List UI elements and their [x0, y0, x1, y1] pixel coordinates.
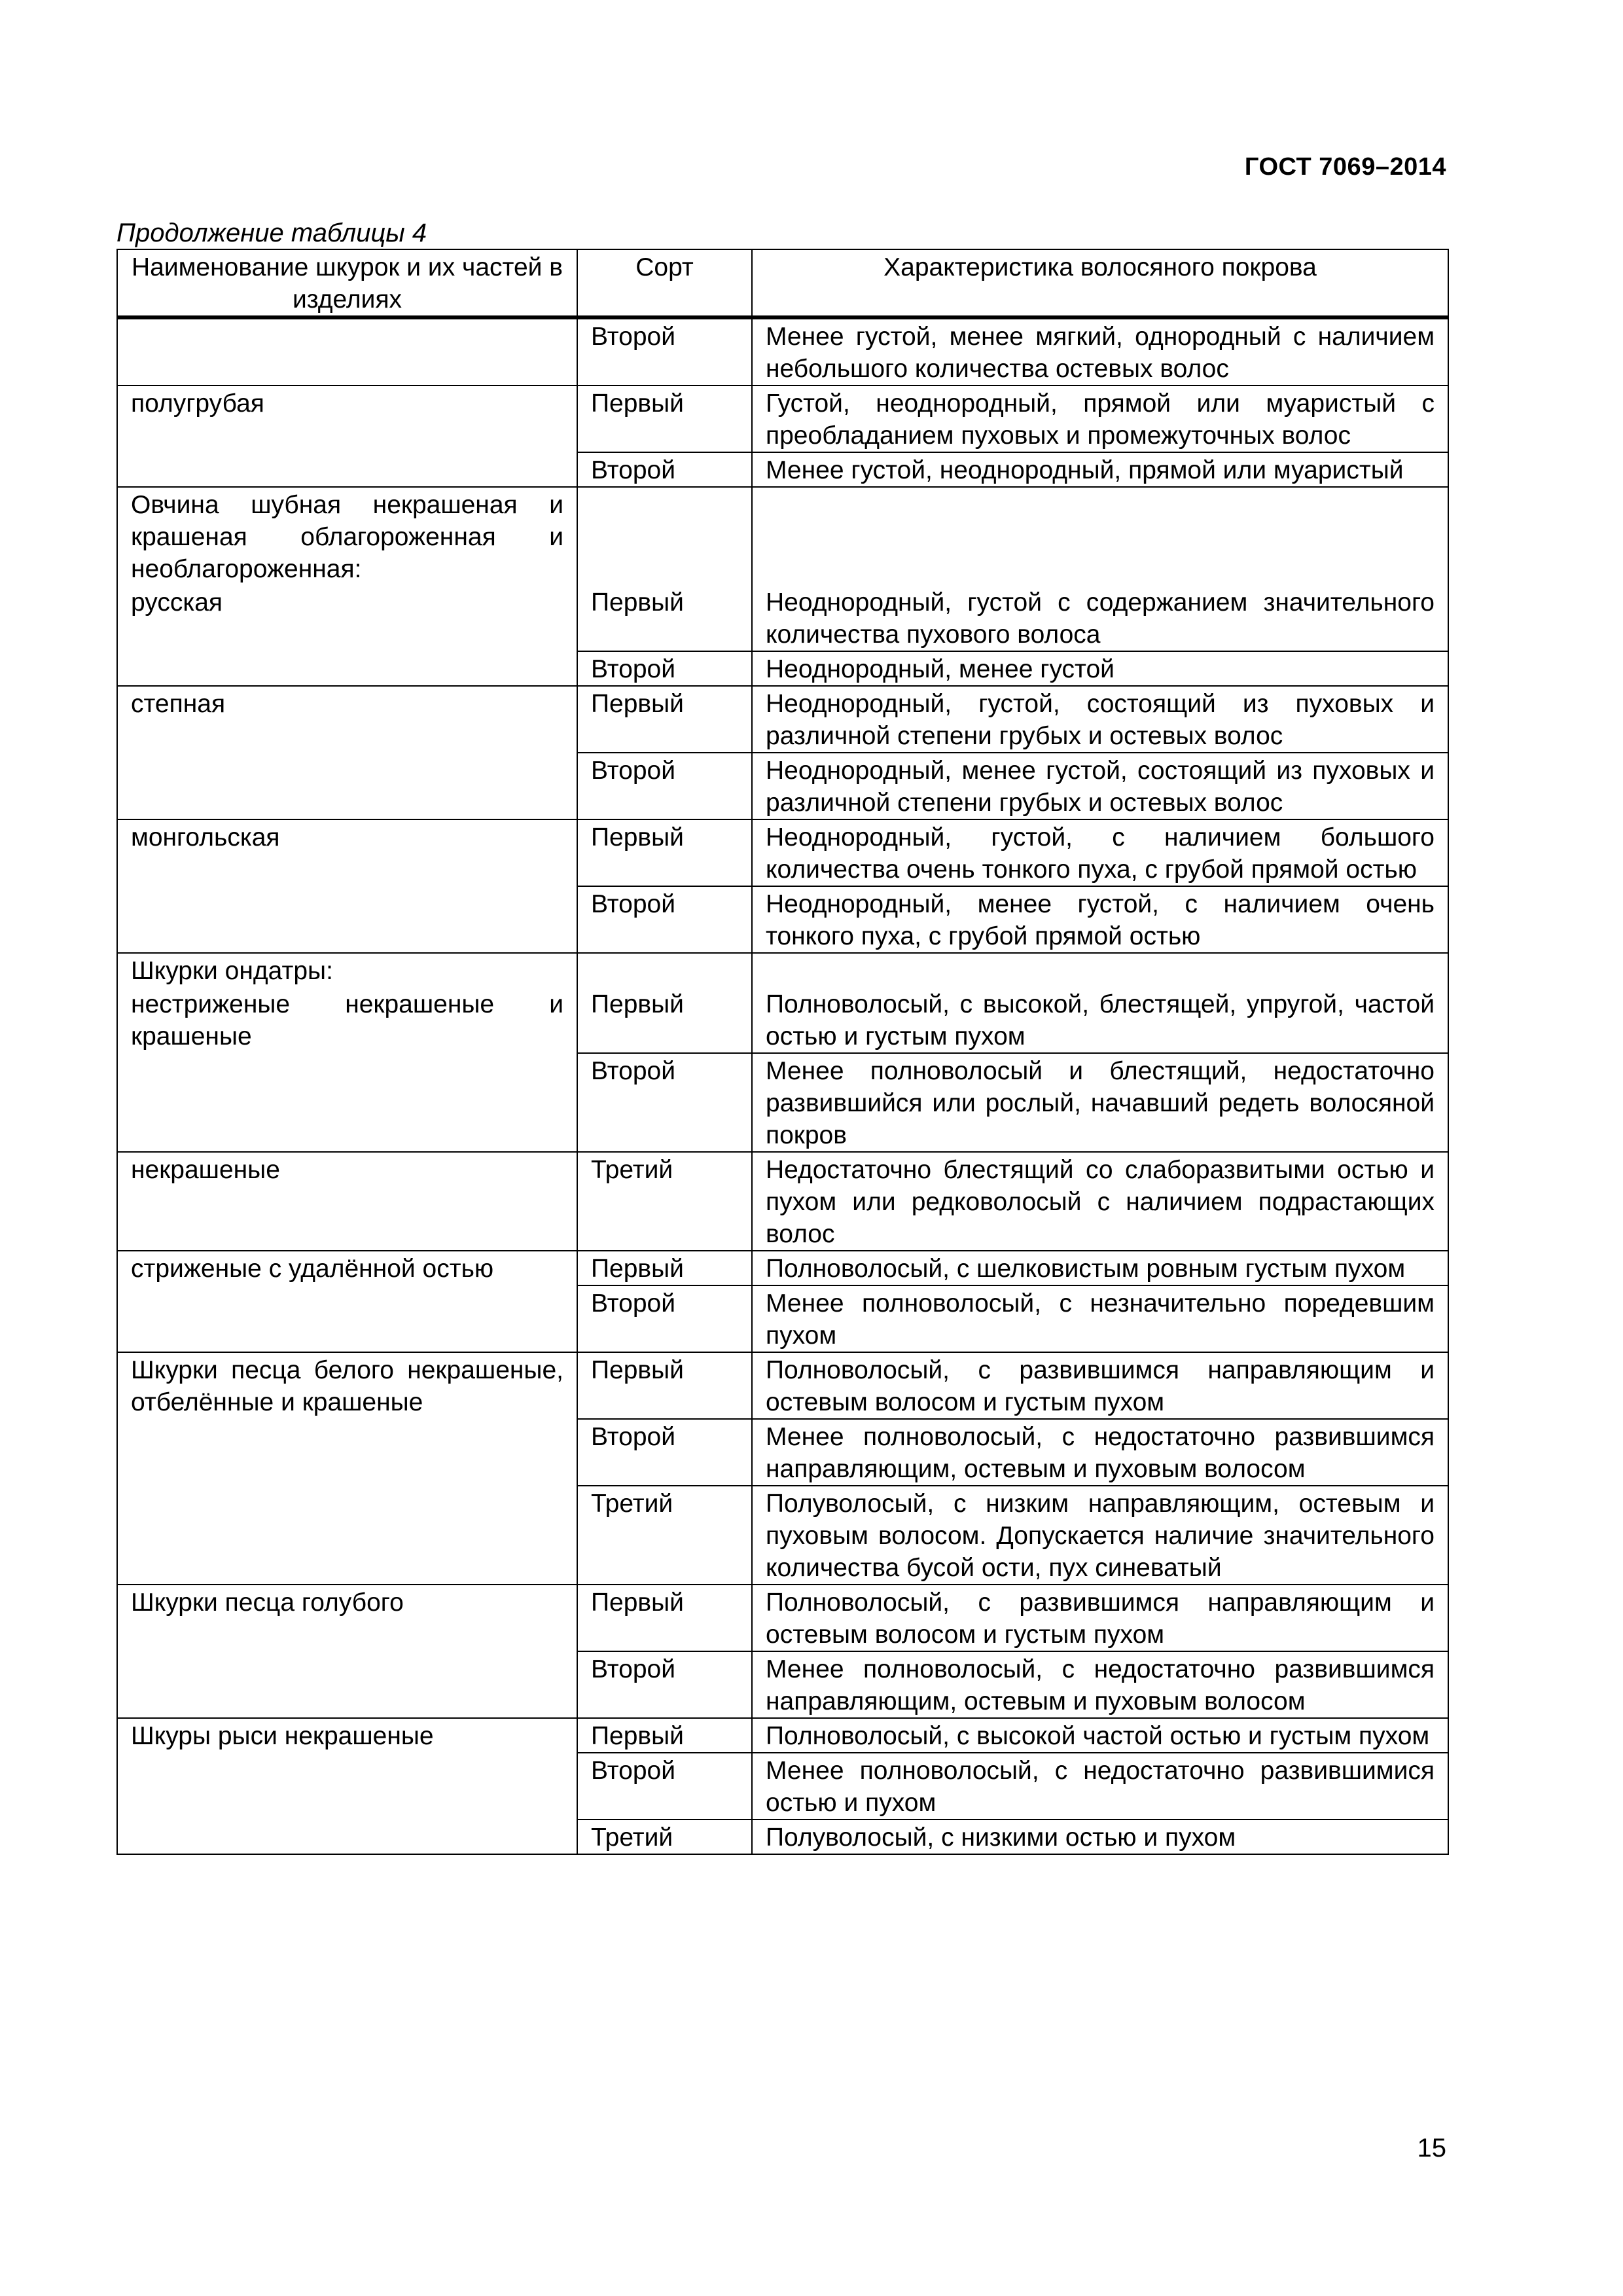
characteristic-cell: Неоднородный, менее густой, с наличием очень тонкого пуха, с грубой прямой остью — [752, 886, 1448, 953]
grade-cell: Первый — [577, 987, 752, 1053]
column-header-characteristic: Характеристика волосяного покрова — [752, 249, 1448, 317]
characteristic-cell: Полноволосый, с высокой частой остью и густым пухом — [752, 1718, 1448, 1753]
grade-cell: Второй — [577, 1419, 752, 1486]
characteristic-cell: Полуволосый, с низкими остью и пухом — [752, 1820, 1448, 1854]
characteristic-cell: Неоднородный, густой с содержанием значительного количества пухового волоса — [752, 585, 1448, 651]
grade-cell: Второй — [577, 1753, 752, 1820]
characteristic-cell: Полноволосый, с высокой, блестящей, упругой, частой остью и густым пухом — [752, 987, 1448, 1053]
grade-cell: Первый — [577, 819, 752, 886]
name-cell: полугрубая — [117, 386, 577, 487]
table-row — [117, 386, 1448, 452]
page-number: 15 — [1417, 2134, 1446, 2162]
table-row — [117, 987, 1448, 1053]
characteristic-cell: Неоднородный, густой, с наличием большого количества очень тонкого пуха, с грубой прямой остью — [752, 819, 1448, 886]
name-cell: Шкуры рыси некрашеные — [117, 1718, 577, 1854]
table-row — [117, 953, 1448, 987]
characteristic-cell — [752, 953, 1448, 987]
table-row — [117, 1251, 1448, 1285]
characteristic-cell: Менее полноволосый, с недостаточно развившимся направляющим, остевым и пуховым волосом — [752, 1651, 1448, 1718]
name-cell: нестриженые некрашеные и крашеные — [117, 987, 577, 1152]
name-cell — [117, 317, 577, 386]
characteristic-cell: Недостаточно блестящий со слаборазвитыми остью и пухом или редковолосый с наличием подрастающих волос — [752, 1152, 1448, 1251]
table-header-row — [117, 249, 1448, 317]
table-row — [117, 487, 1448, 585]
grade-cell: Второй — [577, 317, 752, 386]
table-row — [117, 317, 1448, 386]
characteristic-cell: Менее густой, менее мягкий, однородный с наличием небольшого количества остевых волос — [752, 317, 1448, 386]
grade-cell: Второй — [577, 651, 752, 686]
characteristic-cell: Менее полноволосый, с недостаточно развившимся направляющим, остевым и пуховым волосом — [752, 1419, 1448, 1486]
grade-cell — [577, 487, 752, 585]
characteristic-cell: Полноволосый, с развившимся направляющим и остевым волосом и густым пухом — [752, 1352, 1448, 1419]
characteristic-cell: Неоднородный, густой, состоящий из пуховых и различной степени грубых и остевых волос — [752, 686, 1448, 753]
grade-cell: Третий — [577, 1152, 752, 1251]
grade-cell: Второй — [577, 1285, 752, 1352]
grade-cell — [577, 953, 752, 987]
grade-cell: Первый — [577, 686, 752, 753]
characteristic-cell: Густой, неоднородный, прямой или муаристый с преобладанием пуховых и промежуточных волос — [752, 386, 1448, 452]
grade-cell: Второй — [577, 1053, 752, 1152]
grade-cell: Второй — [577, 886, 752, 953]
name-cell: монгольская — [117, 819, 577, 953]
name-cell: некрашеные — [117, 1152, 577, 1251]
column-header-grade: Сорт — [577, 249, 752, 317]
characteristic-cell: Полноволосый, с развившимся направляющим и остевым волосом и густым пухом — [752, 1585, 1448, 1651]
name-cell: Шкурки песца голубого — [117, 1585, 577, 1718]
table-row — [117, 686, 1448, 753]
characteristic-cell: Полноволосый, с шелковистым ровным густым пухом — [752, 1251, 1448, 1285]
name-cell: русская — [117, 585, 577, 686]
characteristic-cell — [752, 487, 1448, 585]
grade-cell: Второй — [577, 753, 752, 819]
characteristic-cell: Менее полноволосый, с недостаточно развившимися остью и пухом — [752, 1753, 1448, 1820]
table-row — [117, 1152, 1448, 1251]
grade-cell: Второй — [577, 1651, 752, 1718]
grade-cell: Первый — [577, 1251, 752, 1285]
table-caption: Продолжение таблицы 4 — [116, 219, 427, 247]
characteristic-cell: Менее полноволосый и блестящий, недостаточно развившийся или рослый, начавший редеть волосяной покров — [752, 1053, 1448, 1152]
table-row — [117, 819, 1448, 886]
name-cell: Шкурки ондатры: — [117, 953, 577, 987]
grade-cell: Первый — [577, 1352, 752, 1419]
name-cell: степная — [117, 686, 577, 819]
characteristic-cell: Менее густой, неоднородный, прямой или муаристый — [752, 452, 1448, 487]
grade-cell: Третий — [577, 1486, 752, 1585]
grade-cell: Второй — [577, 452, 752, 487]
name-cell: Шкурки песца белого некрашеные, отбелённые и крашеные — [117, 1352, 577, 1585]
grade-cell: Первый — [577, 585, 752, 651]
standard-code: ГОСТ 7069–2014 — [1244, 153, 1446, 181]
grade-cell: Третий — [577, 1820, 752, 1854]
characteristic-cell: Неоднородный, менее густой — [752, 651, 1448, 686]
table-row — [117, 1585, 1448, 1651]
column-header-name: Наименование шкурок и их частей в изделиях — [117, 249, 577, 317]
characteristic-cell: Менее полноволосый, с незначительно поредевшим пухом — [752, 1285, 1448, 1352]
characteristic-cell: Полуволосый, с низким направляющим, остевым и пуховым волосом. Допускается наличие значительного количества бусой ости, пух синеватый — [752, 1486, 1448, 1585]
characteristic-cell: Неоднородный, менее густой, состоящий из пуховых и различной степени грубых и остевых волос — [752, 753, 1448, 819]
grade-cell: Первый — [577, 1718, 752, 1753]
grade-cell: Первый — [577, 386, 752, 452]
name-cell: стриженые с удалённой остью — [117, 1251, 577, 1352]
table-row — [117, 1718, 1448, 1753]
name-cell: Овчина шубная некрашеная и крашеная облагороженная и необлагороженная: — [117, 487, 577, 585]
table-row — [117, 1352, 1448, 1419]
characteristics-table — [116, 249, 1449, 1855]
table-row — [117, 585, 1448, 651]
grade-cell: Первый — [577, 1585, 752, 1651]
